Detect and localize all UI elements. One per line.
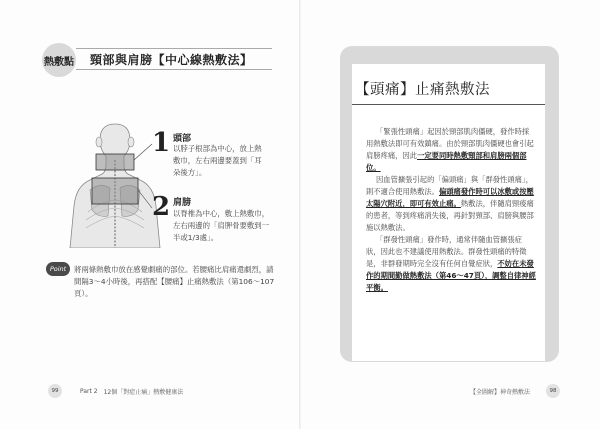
- paragraph-1-text: 「緊張性頭痛」起因於頸部肌肉僵硬，發作時採用熱敷法即可有效鎮痛。由於頸部肌肉僵硬也會引起肩膀疼痛，因此: [366, 127, 534, 160]
- footer-left: [48, 384, 183, 398]
- callout-text-head: 以脖子根部為中心，放上熱敷巾，左右兩邊要蓋到「耳朵後方」。: [173, 144, 262, 177]
- callout-number-1: 1: [152, 128, 171, 158]
- paragraph-3-text: 「群發性頭痛」發作時，通常伴隨血管擴張症狀，因此也不建議使用熱敷法。群發性頭痛的特徵是，非群發期時完全沒有任何自覺症狀，: [366, 235, 527, 268]
- point-badge: Point: [46, 262, 70, 276]
- paragraph-2-emphasis: 偏頭痛發作時可以冰敷或按壓太陽穴附近，即可有效止痛。: [366, 187, 534, 208]
- page-number-right: 98: [546, 384, 560, 398]
- footer-chapter-left: 12個「對症止痛」熱敷健康法: [103, 388, 184, 396]
- footer-right: [470, 384, 560, 398]
- callout-label-shoulder: 肩膀: [173, 198, 192, 208]
- paragraph-2-tail: 熱敷法，伴隨肩頸痠痛的患者，等到疼痛消失後，再針對頸部、肩膀與腰部施以熱敷法。: [366, 199, 534, 232]
- section-badge: 熱敷點: [42, 43, 76, 77]
- book-gutter: [299, 0, 301, 429]
- paragraph-3-emphasis: 不妨在未發作的期間勤做熱敷法（第46～47頁），調整自律神經平衡。: [366, 259, 536, 292]
- page-number-left: 99: [48, 384, 62, 398]
- paragraph-2-text: 因血管擴張引起的「偏頭痛」與「群發性頭痛」，則不適合使用熱敷法。: [366, 175, 533, 196]
- paragraph-1: [366, 126, 536, 174]
- callout-number-2: 2: [152, 192, 171, 222]
- page-title-right: 【頭痛】止痛熱敷法: [355, 82, 490, 98]
- paragraph-1-emphasis: 一定要同時熱敷頸部和肩膀兩個部位。: [366, 151, 527, 172]
- callout-text-shoulder: 以脊椎為中心，敷上熱敷巾，左右兩邊的「肩胛骨要敷到一半或1/3處」。: [173, 209, 270, 242]
- point-text: 將兩條熱敷巾放在感覺劇痛的部位。若腰痛比肩痛還劇烈，請間隔3～4小時後，再搭配【腰痛】止痛熱敷法（第106～107頁）。: [74, 265, 275, 298]
- callout-label-head: 頭部: [173, 134, 192, 144]
- footer-part: Part 2: [80, 387, 98, 395]
- paragraph-3: [366, 234, 536, 294]
- paragraph-2: [366, 174, 536, 234]
- page-title-left: 頸部與肩膀【中心線熱敷法】: [76, 48, 272, 70]
- footer-chapter-right: 【全圖解】神奇熱敷法: [470, 388, 531, 396]
- title-divider: [352, 104, 545, 105]
